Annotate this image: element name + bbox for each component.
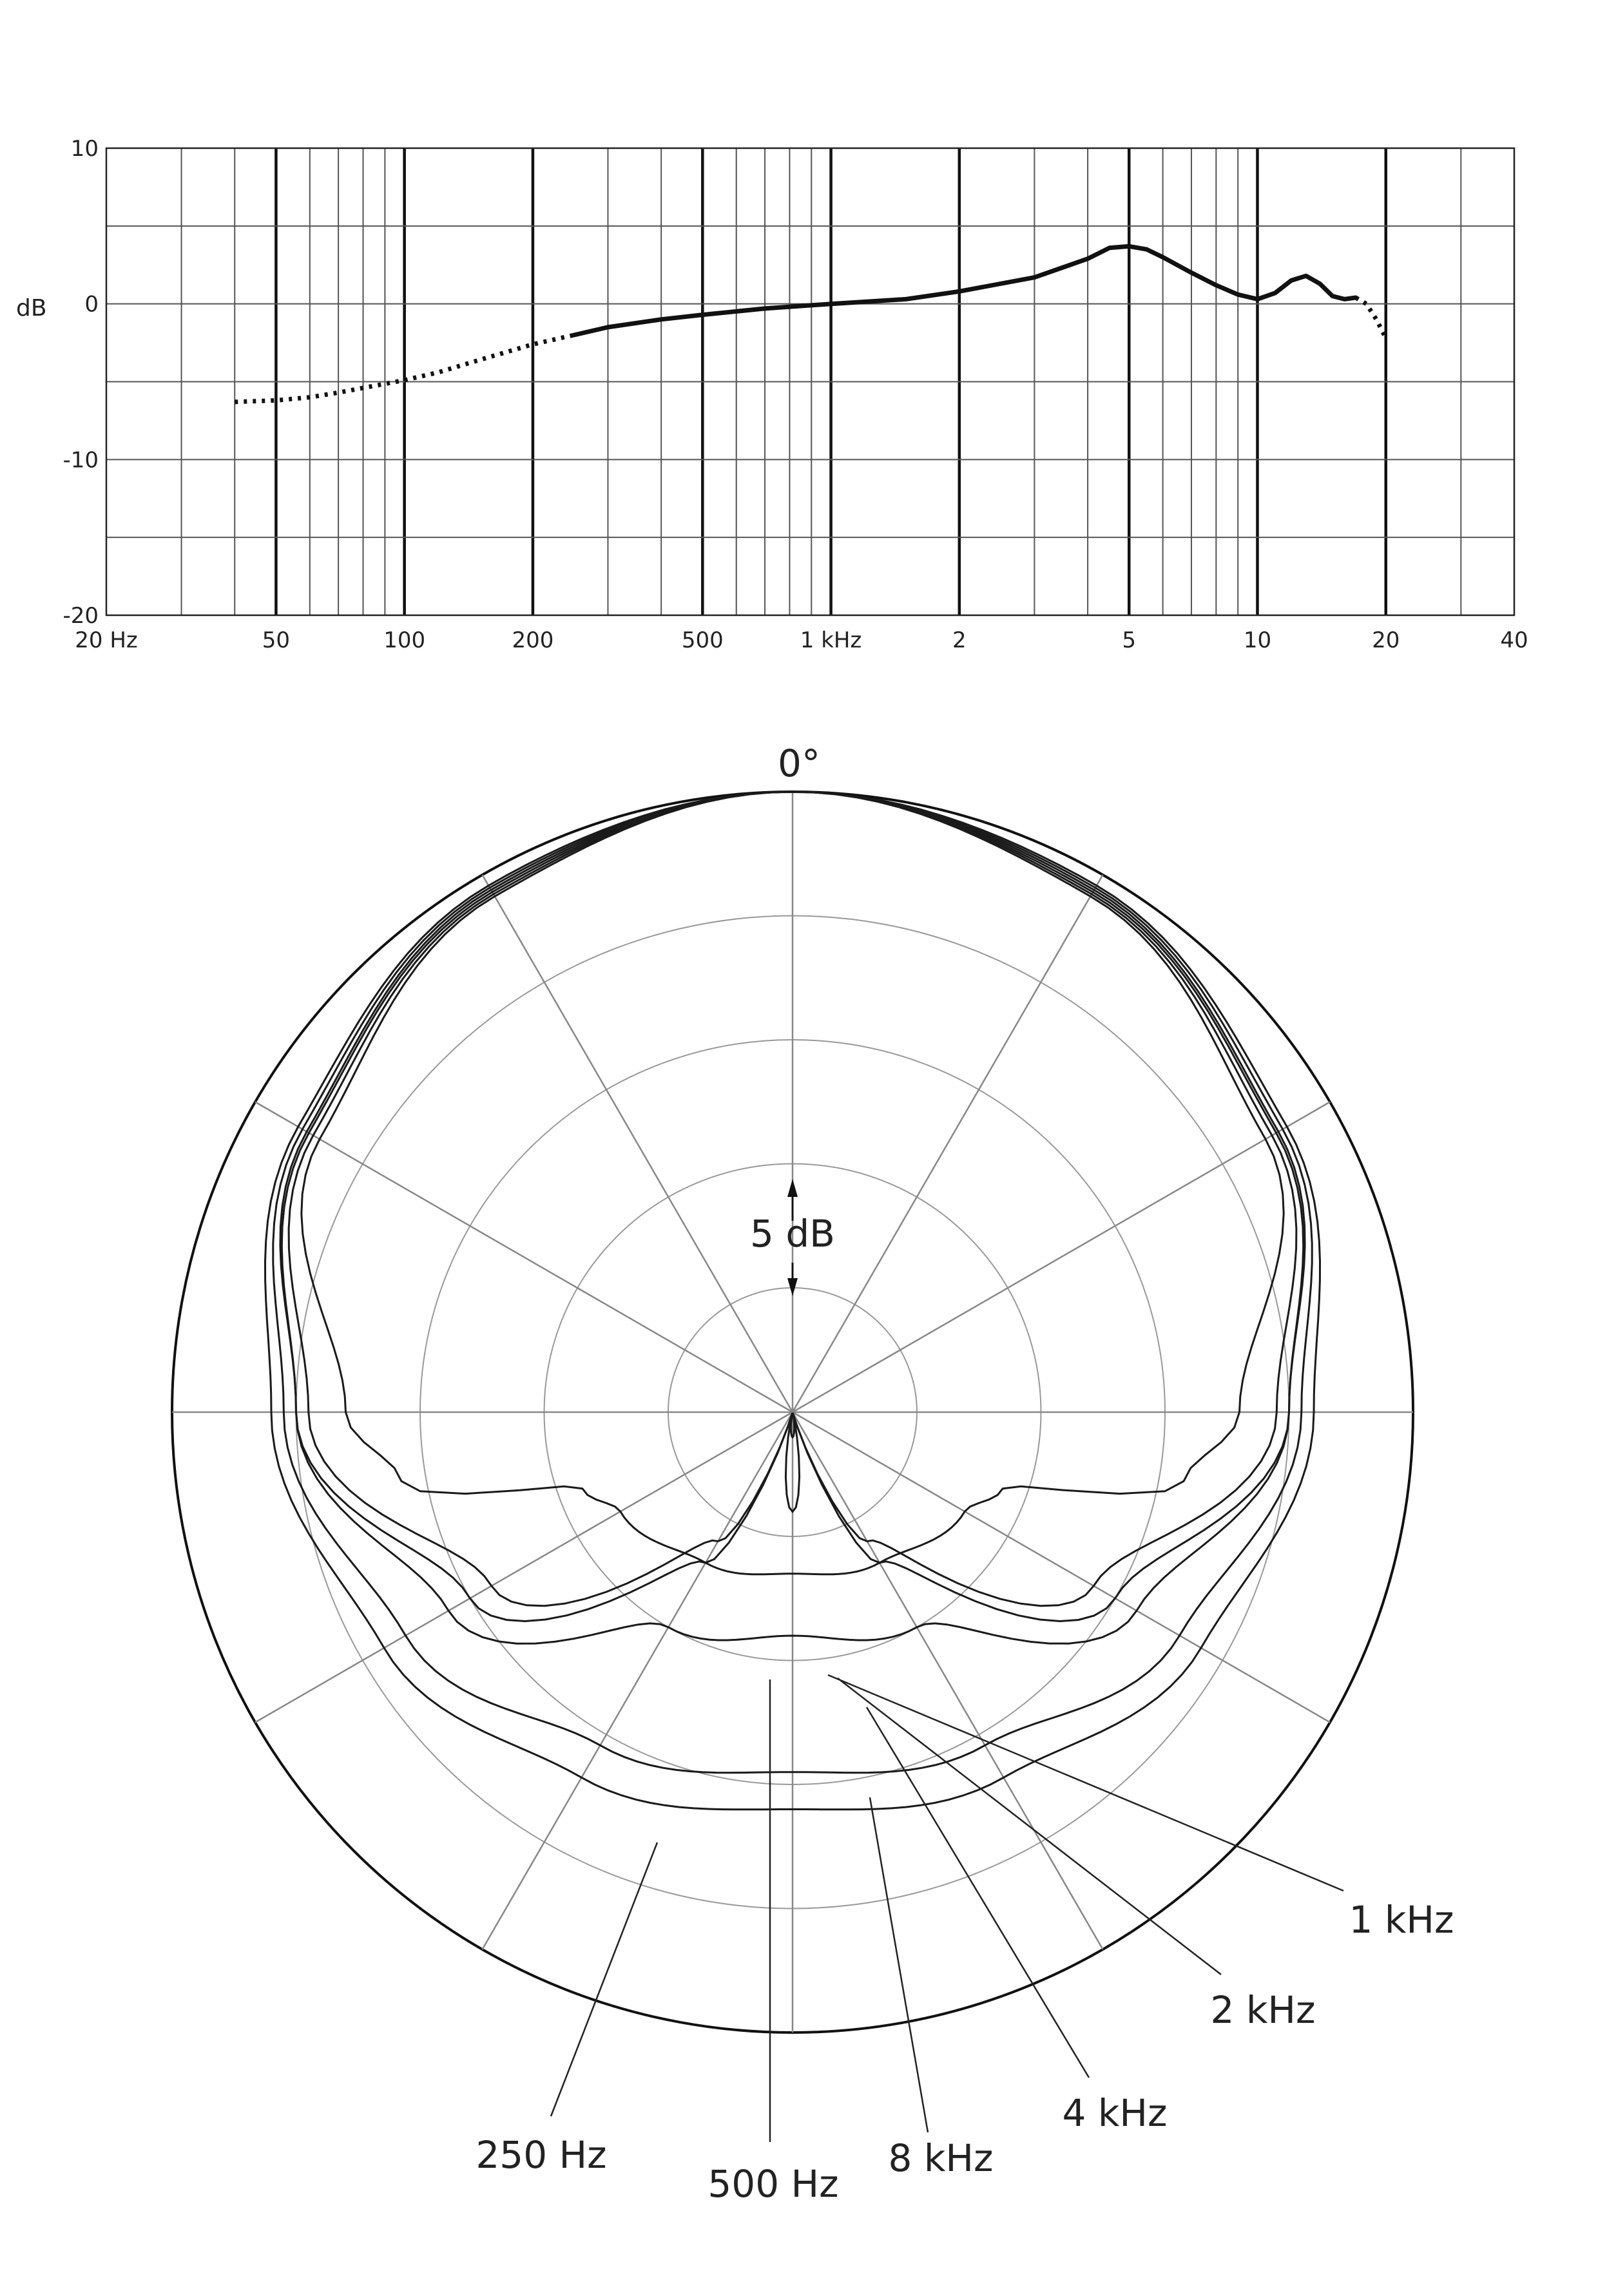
y-tick-label: 10	[70, 136, 99, 162]
polar-spoke	[255, 1412, 793, 1723]
series-label: 500 Hz	[708, 2162, 839, 2206]
series-label: 8 kHz	[888, 2136, 994, 2180]
x-tick-label: 5	[1122, 627, 1137, 653]
x-tick-label: 10	[1243, 627, 1272, 653]
series-label: 250 Hz	[476, 2133, 607, 2177]
zero-degree-label: 0°	[778, 741, 820, 785]
x-tick-label: 100	[383, 627, 426, 653]
polar-pattern-chart	[172, 741, 1454, 2206]
polar-spoke	[793, 1412, 1103, 1949]
x-tick-label: 50	[262, 627, 291, 653]
leader-line	[551, 1842, 657, 2116]
polar-spoke	[793, 1412, 1330, 1723]
polar-spoke	[255, 1102, 793, 1413]
x-tick-label: 500	[681, 627, 724, 653]
polar-spoke	[793, 1102, 1330, 1413]
scale-arrow-down	[787, 1278, 798, 1296]
frequency-response-curve	[235, 246, 1385, 402]
y-tick-labels	[63, 136, 99, 629]
x-tick-label: 2	[952, 627, 967, 653]
leader-line	[870, 1797, 928, 2132]
y-tick-label: -10	[63, 447, 99, 474]
y-tick-label: -20	[63, 603, 99, 629]
x-tick-label: 1 kHz	[800, 627, 862, 653]
scale-arrow-up	[787, 1179, 798, 1197]
x-tick-label: 40	[1500, 627, 1528, 653]
x-tick-label: 200	[512, 627, 554, 653]
x-tick-label: 20 Hz	[75, 627, 138, 653]
leader-line	[838, 1678, 1221, 1975]
x-tick-labels	[75, 627, 1528, 653]
x-tick-label: 20	[1372, 627, 1400, 653]
scale-label: 5 dB	[750, 1212, 835, 1256]
polar-spoke	[483, 875, 793, 1412]
series-label: 2 kHz	[1210, 1988, 1316, 2032]
polar-spoke	[793, 875, 1103, 1412]
series-label: 4 kHz	[1062, 2091, 1168, 2135]
frequency-response-chart	[16, 136, 1528, 653]
y-tick-label: 0	[84, 291, 99, 318]
polar-grid	[172, 792, 1413, 2033]
polar-spoke	[483, 1412, 793, 1949]
y-axis-label: dB	[16, 295, 47, 321]
series-label: 1 kHz	[1349, 1898, 1454, 1942]
frequency-response-grid	[106, 148, 1514, 615]
